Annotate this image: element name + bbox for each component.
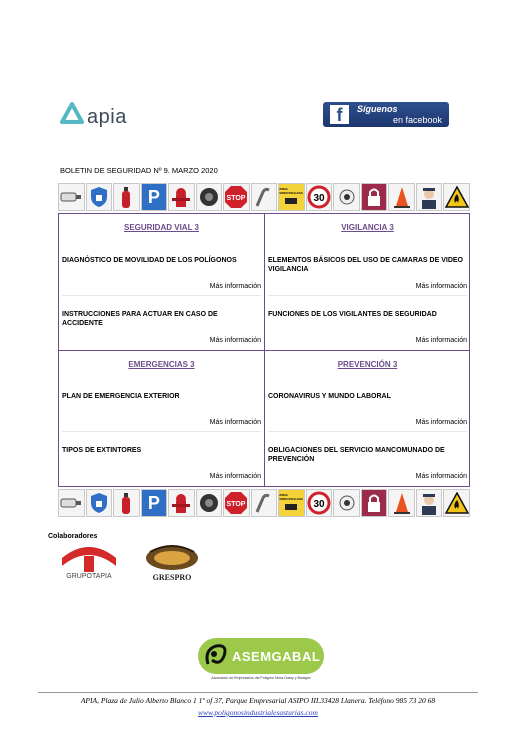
facebook-follow-button[interactable] — [323, 102, 449, 127]
grespro-emblem-icon — [144, 544, 200, 574]
dome-camera-icon — [196, 489, 223, 517]
zone-sign-text: ZONA VIDEOVIGILADA — [279, 493, 303, 501]
item-title: FUNCIONES DE LOS VIGILANTES DE SEGURIDAD — [268, 311, 437, 318]
more-info-link[interactable]: Más información — [209, 473, 261, 480]
item-title: ELEMENTOS BÁSICOS DEL USO DE CAMARAS DE VIDEO VIGILANCIA — [268, 257, 463, 273]
stop-sign-text: STOP — [226, 195, 246, 202]
fire-hydrant-icon — [168, 489, 195, 517]
more-info-link[interactable]: Más información — [415, 419, 467, 426]
padlock-icon — [361, 489, 388, 517]
section-heading-prevencion[interactable]: PREVENCIÓN 3 — [337, 360, 398, 369]
item-separator — [268, 431, 467, 432]
dome-camera-icon — [196, 183, 223, 211]
section-emergencias — [59, 351, 264, 487]
pipe-icon — [251, 489, 278, 517]
more-info-link[interactable]: Más información — [209, 283, 261, 290]
grespro-logo[interactable] — [144, 544, 200, 584]
video-surveillance-sign-icon — [278, 183, 305, 211]
item-title: CORONAVIRUS Y MUNDO LABORAL — [268, 393, 391, 400]
stop-sign-icon — [223, 489, 250, 517]
item-title: PLAN DE EMERGENCIA EXTERIOR — [62, 393, 180, 400]
footer-address: APIA, Plaza de Julio Alberto Blanco 1 1º of 37, Parque Empresarial ASIPO III.33428 Llanera. Teléfono 985 73 20 68 — [80, 696, 436, 705]
shield-lock-icon — [86, 183, 113, 211]
fire-warning-sign-icon — [443, 489, 470, 517]
speed-limit-30-icon — [306, 183, 333, 211]
parking-sign-icon: P — [141, 183, 168, 211]
cctv-camera-icon — [333, 489, 360, 517]
item-separator — [62, 431, 261, 432]
fire-hydrant-icon — [168, 183, 195, 211]
pipe-icon — [251, 183, 278, 211]
apia-logo-text: apia — [87, 106, 127, 128]
facebook-icon: f — [330, 105, 349, 124]
facebook-label-line2: en facebook — [393, 115, 443, 125]
more-info-link[interactable]: Más información — [415, 283, 467, 290]
asemgabal-subtitle: Asociación de Empresarios del Polígono Mora-Garay y Baíagón — [211, 676, 311, 680]
tapia-logo-mark-icon — [60, 546, 118, 572]
more-info-link[interactable]: Más información — [415, 473, 467, 480]
zone-sign-text: ZONA VIDEOVIGILADA — [279, 187, 303, 195]
stop-sign-icon — [223, 183, 250, 211]
padlock-icon — [361, 183, 388, 211]
tapia-logo-text: GRUPOTAPIA — [66, 573, 112, 580]
topics-table — [58, 213, 470, 487]
section-vigilancia — [265, 214, 470, 350]
stop-sign-text: STOP — [226, 501, 246, 508]
item-title: OBLIGACIONES DEL SERVICIO MANCOMUNADO DE PREVENCIÓN — [268, 447, 445, 463]
asemgabal-logo-text: ASEMGABAL — [232, 649, 321, 664]
section-heading-emergencias[interactable]: EMERGENCIAS 3 — [128, 360, 195, 369]
asemgabal-logo[interactable] — [198, 636, 324, 676]
fire-extinguisher-icon — [113, 489, 140, 517]
section-seguridad-vial — [59, 214, 264, 350]
traffic-cone-icon — [388, 489, 415, 517]
more-info-link[interactable]: Más información — [415, 337, 467, 344]
speed-limit-30-icon — [306, 489, 333, 517]
grespro-logo-text: GRESPRO — [152, 573, 192, 582]
item-title: DIAGNÓSTICO DE MOVILIDAD DE LOS POLÍGONOS — [62, 257, 237, 264]
section-heading-seguridad-vial[interactable]: SEGURIDAD VIAL 3 — [124, 223, 199, 232]
icon-strip-bottom — [58, 489, 470, 517]
grupo-tapia-logo[interactable] — [60, 546, 118, 584]
video-surveillance-sign-icon — [278, 489, 305, 517]
more-info-link[interactable]: Más información — [209, 337, 261, 344]
shield-lock-icon — [86, 489, 113, 517]
security-camera-icon — [58, 489, 85, 517]
security-guard-icon — [416, 183, 443, 211]
footer-website-link[interactable]: www.poligonosindustrialesasturias.com — [198, 708, 318, 717]
apia-logo — [60, 102, 140, 132]
more-info-link[interactable]: Más información — [209, 419, 261, 426]
fire-warning-sign-icon — [443, 183, 470, 211]
security-guard-icon — [416, 489, 443, 517]
icon-strip-top — [58, 183, 470, 211]
traffic-cone-icon — [388, 183, 415, 211]
section-prevencion — [265, 351, 470, 487]
section-heading-vigilancia[interactable]: VIGILANCIA 3 — [341, 223, 394, 232]
cctv-camera-icon — [333, 183, 360, 211]
item-separator — [268, 295, 467, 296]
speed-limit-text: 30 — [313, 193, 325, 204]
facebook-label-line1: Síguenos — [357, 104, 398, 114]
speed-limit-text: 30 — [313, 499, 325, 510]
fire-extinguisher-icon — [113, 183, 140, 211]
collaborators-label: Colaboradores — [48, 533, 98, 540]
item-title: INSTRUCCIONES PARA ACTUAR EN CASO DE ACCIDENTE — [62, 311, 218, 327]
security-camera-icon — [58, 183, 85, 211]
item-separator — [62, 295, 261, 296]
bulletin-title: BOLETIN DE SEGURIDAD Nº 9. MARZO 2020 — [60, 166, 218, 175]
apia-logo-mark-icon — [60, 102, 84, 128]
item-title: TIPOS DE EXTINTORES — [62, 447, 142, 454]
footer-divider — [38, 692, 478, 693]
parking-sign-icon: P — [141, 489, 168, 517]
